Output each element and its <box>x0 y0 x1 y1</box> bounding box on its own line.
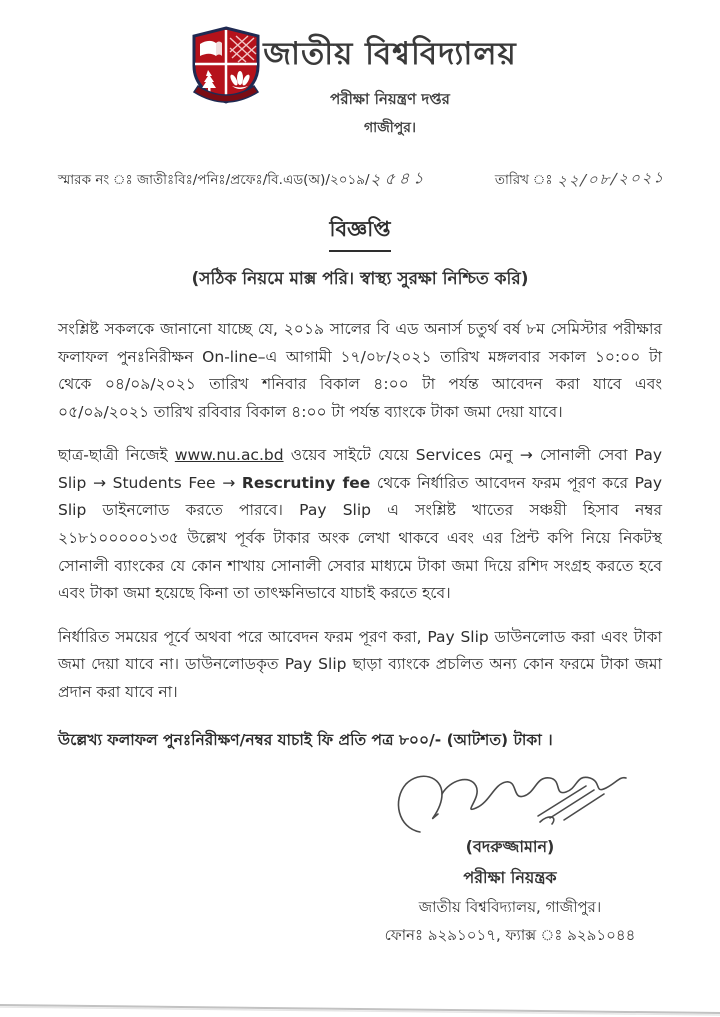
signatory-title: পরীক্ষা নিয়ন্ত্রক <box>463 868 557 888</box>
date-label: তারিখ ঃ <box>494 172 553 188</box>
signatory-phone-fax: ফোনঃ ৯২৯১০১৭, ফ্যাক্স ঃ ৯২৯১০৪৪ <box>384 926 636 945</box>
paragraph-payslip-instructions <box>58 442 662 607</box>
paragraph-schedule: সংশ্লিষ্ট সকলকে জানানো যাচ্ছে যে, ২০১৯ সালের বি এড অনার্স চতুর্থ বর্ষ ৮ম সেমিস্টার পরীক্ষার ফলাফল পুনঃনিরীক্ষন On-line–এ আগামী ১৭/০৮/২০২১ তারিখ মঙ্গলবার সকাল ১০:০০ টা থেকে ০৪/০৯/২০২১ তারিখ শনিবার বিকাল ৪:০০ টা পর্যন্ত আবেদন করা যাবে এবং ০৫/০৯/২০২১ তারিখ রবিবার বিকাল ৪:০০ টা পর্যন্ত ব্যাংকে টাকা জমা দেয়া যাবে। <box>58 320 662 421</box>
memo-label: স্মারক নং ঃ জাতীঃবিঃ/পনিঃ/প্রফেঃ/বি.এড(অ)/২০১৯/ <box>58 172 370 188</box>
rescrutiny-fee-text: Rescrutiny fee <box>241 473 371 492</box>
para2-text-1: ছাত্র-ছাত্রী নিজেই <box>58 446 175 465</box>
memo-number-handwritten: ২৫৪১ <box>368 167 428 190</box>
notice-subtitle: (সঠিক নিয়মে মাক্স পরি। স্বাস্থ্য সুরক্ষা নিশ্চিত করি) <box>191 269 529 289</box>
website-url-text: www.nu.ac.bd <box>174 446 284 465</box>
notice-title: বিজ্ঞপ্তি <box>329 213 390 252</box>
para2-text-3: থেকে নির্ধারিত আবেদন ফরম পূরণ করে Pay Slip ডাইনলোড করতে পারবে। Pay Slip এ সংশ্লিষ্ট খাতের সঞ্চয়ী হিসাব নম্বর ২১৮১০০০০০১৩৫ উল্লেখ পূর্বক টাকার অংক লেখা থাকবে এবং এর প্রিন্ট কপি নিয়ে নিকটস্থ সোনালী ব্যাংকের যে কোন শাখায় সোনালী সেবার মাধ্যমে টাকা জমা দিয়ে রশিদ সংগ্রহ করতে হবে এবং টাকা জমা হয়েছে কিনা তা তাৎক্ষনিভাবে যাচাই করতে হবে। <box>58 473 662 603</box>
fee-note: উল্লেখ্য ফলাফল পুনঃনিরীক্ষণ/নম্বর যাচাই ফি প্রতি পত্র ৮০০/- (আটশত) টাকা । <box>58 730 553 749</box>
memo-line <box>58 166 427 193</box>
date-handwritten: ২২/০৮/২০২১ <box>556 168 666 190</box>
national-university-logo-icon <box>186 26 266 104</box>
location-text: গাজীপুর। <box>364 120 416 136</box>
paragraph-deadline-warning: নির্ধারিত সময়ের পূর্বে অথবা পরে আবেদন ফরম পূরণ করা, Pay Slip ডাউনলোড করা এবং টাকা জমা দেয়া যাবে না। ডাউনলোডকৃত Pay Slip ছাড়া ব্যাংকে প্রচলিত অন্য কোন ফরমে টাকা জমা প্রদান করা যাবে না। <box>58 627 662 701</box>
scan-paper-edge <box>0 987 720 1017</box>
date-line <box>495 168 665 193</box>
department-name: পরীক্ষা নিয়ন্ত্রণ দপ্তর <box>330 90 450 108</box>
letterhead <box>0 0 720 140</box>
signatory-org: জাতীয় বিশ্ববিদ্যালয়, গাজীপুর। <box>418 898 602 917</box>
signatory-name: (বদরুজ্জামান) <box>465 837 555 857</box>
university-name: জাতীয় বিশ্ববিদ্যালয় <box>263 36 517 72</box>
para2-text-2: ওয়েব সাইটে যেয়ে Services মেনু → সোনালী সেবা Pay Slip → Students Fee → <box>58 446 662 492</box>
signature-block <box>360 770 660 949</box>
memo-date-row <box>58 166 665 193</box>
